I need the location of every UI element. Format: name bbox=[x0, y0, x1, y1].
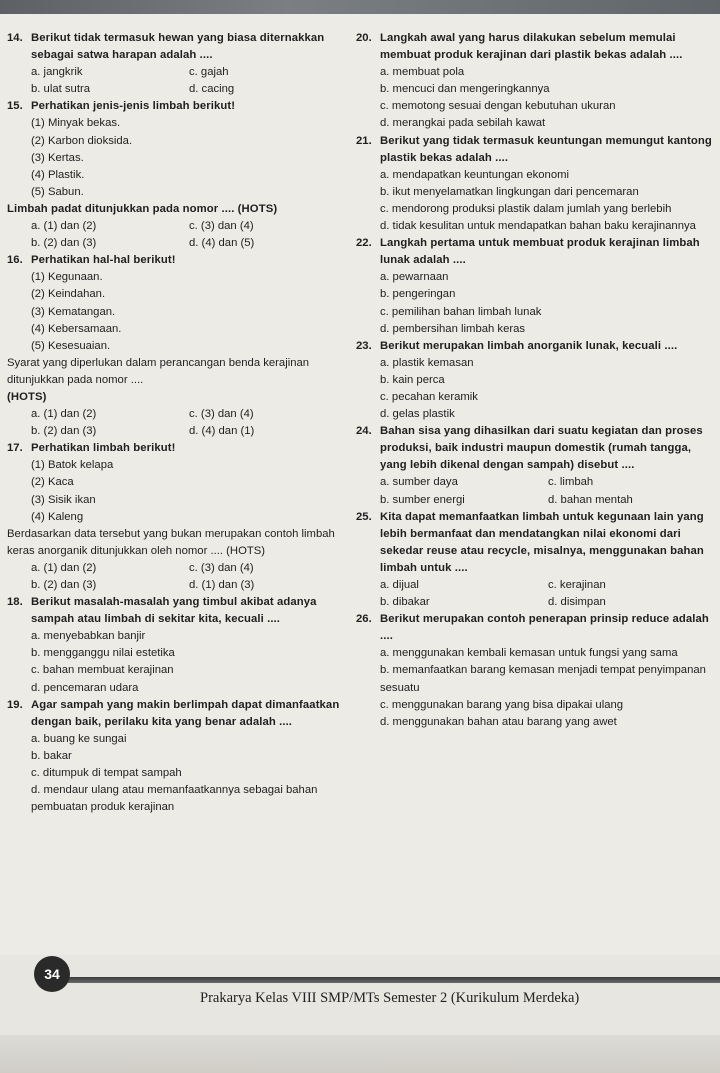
question-18: 18. Berikut masalah-masalah yang timbul akibat adanya sampah atau limbah di sekitar kita, kecuali .... a. menyebabkan banjir b. mengganggu nilai estetika c. bahan membuat kerajinan d. pencemaran udara bbox=[7, 596, 317, 694]
top-shadow-strip bbox=[0, 0, 720, 14]
question-14: 14. Berikut tidak termasuk hewan yang biasa diternakkan sebagai satwa harapan adalah .... a. jangkrik c. gajah b. ulat sutra d. cacing bbox=[7, 30, 347, 98]
right-column bbox=[356, 30, 716, 731]
bottom-shadow bbox=[0, 1035, 720, 1073]
question-22: 22. Langkah pertama untuk membuat produk kerajinan limbah lunak adalah .... a. pewarnaan b. pengeringan c. pemilihan bahan limbah lunak d. pembersihan limbah keras bbox=[356, 237, 700, 335]
question-17: 17. Perhatikan limbah berikut! (1) Batok kelapa (2) Kaca (3) Sisik ikan (4) Kaleng Berdasarkan data tersebut yang bukan merupakan contoh limbah keras anorganik ditunjukkan oleh nomor .... (HOTS) a. (1) dan (2) c. (3) dan (4) b. (2) dan (3) d. (1) dan (3) bbox=[7, 442, 335, 591]
question-15: 15. Perhatikan jenis-jenis limbah berikut! (1) Minyak bekas. (2) Karbon dioksida. (3) Kertas. (4) Plastik. (5) Sabun. Limbah padat ditunjukkan pada nomor .... (HOTS) a. (1) dan (2) c. (3) dan (4) b. (2) dan (3) d. (4) dan (5) bbox=[7, 100, 278, 250]
question-24: 24. Bahan sisa yang dihasilkan dari suatu kegiatan dan proses produksi, baik industri maupun domestik (rumah tangga, yang lebih dikenal dengan sampah) disebut .... a. sumber daya c. limbah b. sumber energi d. bahan mentah bbox=[356, 425, 703, 506]
page-number-badge: 34 bbox=[34, 956, 70, 992]
question-20: 20. Langkah awal yang harus dilakukan sebelum memulai membuat produk kerajinan dari plastik bekas adalah .... a. membuat pola b. mencuci dan mengeringkannya c. memotong sesuai dengan kebutuhan ukuran d. merangkai pada sebilah kawat bbox=[356, 32, 683, 130]
left-column bbox=[7, 30, 347, 816]
question-23: 23. Berikut merupakan limbah anorganik lunak, kecuali .... a. plastik kemasan b. kain perca c. pecahan keramik d. gelas plastik bbox=[356, 339, 678, 421]
question-19: 19. Agar sampah yang makin berlimpah dapat dimanfaatkan dengan baik, perilaku kita yang benar adalah .... a. buang ke sungai b. bakar c. ditumpuk di tempat sampah d. mendaur ulang atau memanfaatkannya sebagai bahan pembuatan produk kerajinan bbox=[7, 698, 340, 814]
book-title: Prakarya Kelas VIII SMP/MTs Semester 2 (Kurikulum Merdeka) bbox=[200, 990, 580, 1006]
question-21: 21. Berikut yang tidak termasuk keuntungan memungut kantong plastik bekas adalah .... a. mendapatkan keuntungan ekonomi b. ikut menyelamatkan lingkungan dari pencemaran c. mendorong produksi plastik dalam jumlah yang berlebih d. tidak kesulitan untuk mendapatkan bahan baku kerajinannya bbox=[356, 134, 712, 233]
question-16: 16. Perhatikan hal-hal berikut! (1) Kegunaan. (2) Keindahan. (3) Kematangan. (4) Kebersamaan. (5) Kesesuaian. Syarat yang diperlukan dalam perancangan benda kerajinan ditunjukkan pada nomor .... (HOTS) a. (1) dan (2) c. (3) dan (4) b. (2) dan (3) d. (4) dan (1) bbox=[7, 254, 310, 438]
question-text: Berikut tidak termasuk hewan yang biasa diternakkan sebagai satwa harapan adalah .... bbox=[31, 32, 325, 62]
question-26: 26. Berikut merupakan contoh penerapan prinsip reduce adalah .... a. menggunakan kembali kemasan untuk fungsi yang sama b. memanfaatkan barang kemasan menjadi tempat penyimpanan sesuatu c. menggunakan barang yang bisa dipakai ulang d. menggunakan bahan atau barang yang awet bbox=[356, 613, 709, 728]
footer-rule bbox=[56, 977, 720, 983]
question-25: 25. Kita dapat memanfaatkan limbah untuk kegunaan lain yang lebih bermanfaat dan mendatangkan nilai ekonomi dari sekedar reuse atau recycle, misalnya, menggunakan bahan limbah untuk .... a. dijual c. kerajinan b. dibakar d. disimpan bbox=[356, 510, 704, 609]
